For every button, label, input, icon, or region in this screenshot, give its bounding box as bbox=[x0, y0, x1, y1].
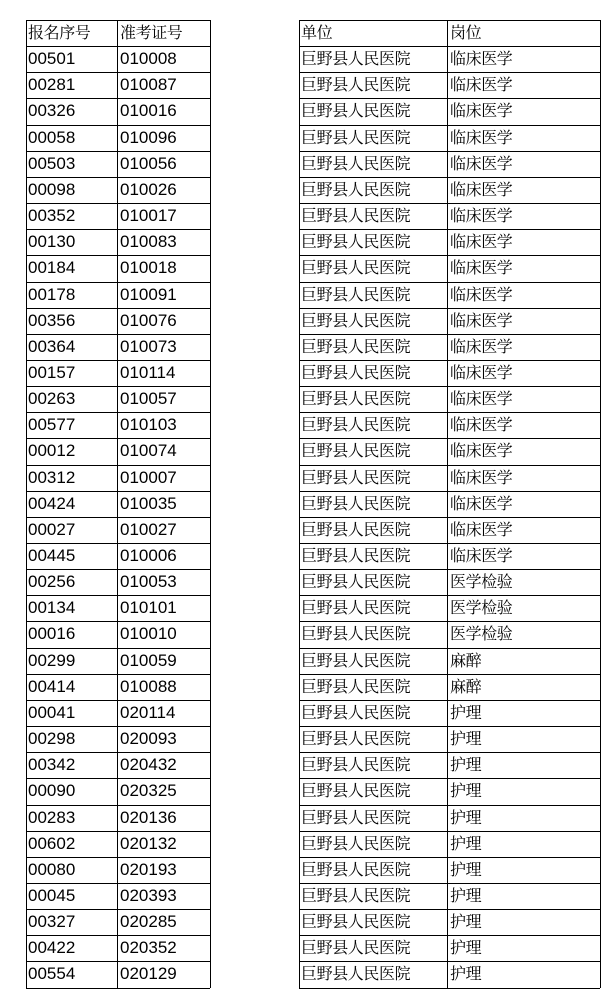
row-border bbox=[299, 125, 600, 126]
reg-no-cell: 00045 bbox=[28, 885, 76, 905]
row-border bbox=[299, 857, 600, 858]
position-cell: 护理 bbox=[450, 964, 482, 984]
ticket-no-cell: 010017 bbox=[120, 206, 177, 225]
ticket-no-cell: 020432 bbox=[120, 755, 177, 775]
unit-cell: 巨野县人民医院 bbox=[301, 964, 411, 984]
row-border bbox=[299, 674, 600, 675]
unit-cell: 巨野县人民医院 bbox=[301, 650, 411, 670]
row-border bbox=[299, 569, 600, 570]
position-cell: 临床医学 bbox=[450, 415, 513, 435]
table-row bbox=[0, 360, 616, 386]
unit-cell: 巨野县人民医院 bbox=[301, 206, 411, 225]
ticket-no-cell: 010091 bbox=[120, 284, 177, 304]
reg-no-cell: 00503 bbox=[28, 153, 76, 173]
row-border bbox=[299, 831, 600, 832]
ticket-no-cell: 010007 bbox=[120, 467, 177, 487]
table-row bbox=[0, 438, 616, 464]
unit-cell: 巨野县人民医院 bbox=[301, 859, 411, 879]
header-ticket-no: 准考证号 bbox=[120, 23, 183, 42]
position-cell: 临床医学 bbox=[450, 232, 513, 252]
position-cell: 临床医学 bbox=[450, 546, 513, 565]
row-border bbox=[299, 778, 600, 779]
table-row bbox=[0, 569, 616, 595]
row-border bbox=[26, 386, 210, 387]
ticket-no-cell: 020132 bbox=[120, 833, 177, 853]
row-border bbox=[26, 569, 210, 570]
position-cell: 临床医学 bbox=[450, 467, 513, 487]
row-border bbox=[299, 621, 600, 622]
reg-no-cell: 00098 bbox=[28, 179, 76, 199]
position-cell: 麻醉 bbox=[450, 676, 482, 696]
table-row bbox=[0, 700, 616, 726]
row-border bbox=[26, 125, 210, 126]
ticket-no-cell: 010016 bbox=[120, 101, 177, 121]
row-border bbox=[299, 909, 600, 910]
table-row bbox=[0, 961, 616, 987]
row-border bbox=[299, 20, 600, 21]
row-border bbox=[26, 621, 210, 622]
ticket-no-cell: 010027 bbox=[120, 519, 177, 539]
position-cell: 护理 bbox=[450, 729, 482, 748]
ticket-no-cell: 010076 bbox=[120, 310, 177, 330]
row-border bbox=[26, 805, 210, 806]
reg-no-cell: 00027 bbox=[28, 519, 76, 539]
table-row bbox=[0, 805, 616, 831]
position-cell: 临床医学 bbox=[450, 49, 513, 69]
row-border bbox=[299, 648, 600, 649]
unit-cell: 巨野县人民医院 bbox=[301, 702, 411, 722]
row-border bbox=[26, 909, 210, 910]
table-row bbox=[0, 412, 616, 438]
ticket-no-cell: 010010 bbox=[120, 624, 177, 644]
position-cell: 临床医学 bbox=[450, 441, 513, 461]
row-border bbox=[26, 151, 210, 152]
unit-cell: 巨野县人民医院 bbox=[301, 624, 411, 644]
column-border bbox=[299, 20, 300, 988]
ticket-no-cell: 010083 bbox=[120, 232, 177, 252]
position-cell: 护理 bbox=[450, 912, 482, 932]
table-row bbox=[0, 72, 616, 98]
unit-cell: 巨野县人民医院 bbox=[301, 284, 411, 304]
position-cell: 临床医学 bbox=[450, 206, 513, 225]
reg-no-cell: 00178 bbox=[28, 284, 76, 304]
position-cell: 临床医学 bbox=[450, 75, 513, 95]
reg-no-cell: 00157 bbox=[28, 362, 76, 382]
unit-cell: 巨野县人民医院 bbox=[301, 49, 411, 69]
row-border bbox=[299, 308, 600, 309]
row-border bbox=[26, 334, 210, 335]
table-row bbox=[0, 465, 616, 491]
row-border bbox=[26, 46, 210, 47]
position-cell: 护理 bbox=[450, 833, 482, 853]
unit-cell: 巨野县人民医院 bbox=[301, 807, 411, 827]
row-border bbox=[26, 360, 210, 361]
row-border bbox=[26, 543, 210, 544]
row-border bbox=[299, 752, 600, 753]
reg-no-cell: 00445 bbox=[28, 546, 76, 565]
row-border bbox=[26, 72, 210, 73]
row-border bbox=[26, 648, 210, 649]
ticket-no-cell: 010008 bbox=[120, 49, 177, 69]
position-cell: 临床医学 bbox=[450, 336, 513, 356]
position-cell: 临床医学 bbox=[450, 284, 513, 304]
row-border bbox=[299, 517, 600, 518]
table-row bbox=[0, 595, 616, 621]
row-border bbox=[26, 883, 210, 884]
table-row bbox=[0, 674, 616, 700]
position-cell: 临床医学 bbox=[450, 127, 513, 147]
row-border bbox=[26, 988, 210, 989]
reg-no-cell: 00090 bbox=[28, 781, 76, 801]
ticket-no-cell: 010035 bbox=[120, 493, 177, 513]
row-border bbox=[299, 961, 600, 962]
row-border bbox=[299, 151, 600, 152]
table-row bbox=[0, 98, 616, 124]
column-border bbox=[600, 20, 601, 988]
ticket-no-cell: 010087 bbox=[120, 75, 177, 95]
row-border bbox=[299, 386, 600, 387]
table-row bbox=[0, 334, 616, 360]
reg-no-cell: 00356 bbox=[28, 310, 76, 330]
ticket-no-cell: 010057 bbox=[120, 389, 177, 409]
row-border bbox=[299, 726, 600, 727]
row-border bbox=[299, 412, 600, 413]
unit-cell: 巨野县人民医院 bbox=[301, 781, 411, 801]
ticket-no-cell: 010056 bbox=[120, 153, 177, 173]
unit-cell: 巨野县人民医院 bbox=[301, 101, 411, 121]
row-border bbox=[299, 229, 600, 230]
table-row bbox=[0, 857, 616, 883]
row-border bbox=[299, 805, 600, 806]
row-border bbox=[26, 595, 210, 596]
reg-no-cell: 00326 bbox=[28, 101, 76, 121]
ticket-no-cell: 020193 bbox=[120, 859, 177, 879]
table-row bbox=[0, 46, 616, 72]
reg-no-cell: 00263 bbox=[28, 389, 76, 409]
reg-no-cell: 00016 bbox=[28, 624, 76, 644]
unit-cell: 巨野县人民医院 bbox=[301, 833, 411, 853]
position-cell: 麻醉 bbox=[450, 650, 482, 670]
table-row bbox=[0, 125, 616, 151]
ticket-no-cell: 010101 bbox=[120, 598, 177, 618]
table-row bbox=[0, 177, 616, 203]
table-row bbox=[0, 883, 616, 909]
reg-no-cell: 00298 bbox=[28, 729, 76, 748]
row-border bbox=[299, 935, 600, 936]
row-border bbox=[26, 412, 210, 413]
unit-cell: 巨野县人民医院 bbox=[301, 912, 411, 932]
ticket-no-cell: 010059 bbox=[120, 650, 177, 670]
table-row bbox=[0, 203, 616, 229]
table-row bbox=[0, 752, 616, 778]
reg-no-cell: 00422 bbox=[28, 938, 76, 958]
reg-no-cell: 00012 bbox=[28, 441, 76, 461]
row-border bbox=[299, 177, 600, 178]
unit-cell: 巨野县人民医院 bbox=[301, 127, 411, 147]
row-border bbox=[26, 831, 210, 832]
position-cell: 临床医学 bbox=[450, 179, 513, 199]
ticket-no-cell: 010103 bbox=[120, 415, 177, 435]
unit-cell: 巨野县人民医院 bbox=[301, 362, 411, 382]
header-unit: 单位 bbox=[301, 23, 333, 42]
reg-no-cell: 00342 bbox=[28, 755, 76, 775]
row-border bbox=[299, 98, 600, 99]
ticket-no-cell: 010006 bbox=[120, 546, 177, 565]
row-border bbox=[26, 438, 210, 439]
unit-cell: 巨野县人民医院 bbox=[301, 519, 411, 539]
row-border bbox=[26, 857, 210, 858]
row-border bbox=[299, 438, 600, 439]
position-cell: 医学检验 bbox=[450, 572, 513, 592]
ticket-no-cell: 020136 bbox=[120, 807, 177, 827]
position-cell: 医学检验 bbox=[450, 598, 513, 618]
row-border bbox=[299, 282, 600, 283]
row-border bbox=[299, 334, 600, 335]
row-border bbox=[299, 72, 600, 73]
row-border bbox=[299, 988, 600, 989]
reg-no-cell: 00130 bbox=[28, 232, 76, 252]
ticket-no-cell: 010114 bbox=[120, 362, 176, 382]
unit-cell: 巨野县人民医院 bbox=[301, 389, 411, 409]
position-cell: 临床医学 bbox=[450, 362, 513, 382]
reg-no-cell: 00256 bbox=[28, 572, 76, 592]
row-border bbox=[299, 883, 600, 884]
position-cell: 护理 bbox=[450, 807, 482, 827]
reg-no-cell: 00554 bbox=[28, 964, 76, 984]
unit-cell: 巨野县人民医院 bbox=[301, 232, 411, 252]
position-cell: 临床医学 bbox=[450, 310, 513, 330]
position-cell: 护理 bbox=[450, 702, 482, 722]
header-reg-no: 报名序号 bbox=[28, 23, 91, 42]
unit-cell: 巨野县人民医院 bbox=[301, 493, 411, 513]
reg-no-cell: 00602 bbox=[28, 833, 76, 853]
unit-cell: 巨野县人民医院 bbox=[301, 885, 411, 905]
row-border bbox=[26, 229, 210, 230]
header-position: 岗位 bbox=[450, 23, 482, 42]
row-border bbox=[299, 360, 600, 361]
reg-no-cell: 00327 bbox=[28, 912, 76, 932]
row-border bbox=[26, 752, 210, 753]
column-border bbox=[447, 20, 448, 988]
reg-no-cell: 00041 bbox=[28, 702, 76, 722]
unit-cell: 巨野县人民医院 bbox=[301, 755, 411, 775]
reg-no-cell: 00501 bbox=[28, 49, 76, 69]
position-cell: 护理 bbox=[450, 859, 482, 879]
reg-no-cell: 00364 bbox=[28, 336, 76, 356]
ticket-no-cell: 020093 bbox=[120, 729, 177, 748]
reg-no-cell: 00577 bbox=[28, 415, 76, 435]
table-row bbox=[0, 517, 616, 543]
table-row bbox=[0, 282, 616, 308]
reg-no-cell: 00299 bbox=[28, 650, 76, 670]
position-cell: 临床医学 bbox=[450, 519, 513, 539]
table-row bbox=[0, 491, 616, 517]
table-row bbox=[0, 621, 616, 647]
reg-no-cell: 00424 bbox=[28, 493, 76, 513]
position-cell: 医学检验 bbox=[450, 624, 513, 644]
table-row bbox=[0, 543, 616, 569]
row-border bbox=[26, 465, 210, 466]
unit-cell: 巨野县人民医院 bbox=[301, 310, 411, 330]
reg-no-cell: 00058 bbox=[28, 127, 76, 147]
column-border bbox=[117, 20, 118, 988]
reg-no-cell: 00134 bbox=[28, 598, 76, 618]
ticket-no-cell: 020285 bbox=[120, 912, 177, 932]
ticket-no-cell: 010096 bbox=[120, 127, 177, 147]
table-row bbox=[0, 255, 616, 281]
unit-cell: 巨野县人民医院 bbox=[301, 572, 411, 592]
position-cell: 护理 bbox=[450, 885, 482, 905]
table-row bbox=[0, 935, 616, 961]
row-border bbox=[26, 282, 210, 283]
unit-cell: 巨野县人民医院 bbox=[301, 676, 411, 696]
row-border bbox=[26, 177, 210, 178]
row-border bbox=[26, 935, 210, 936]
position-cell: 临床医学 bbox=[450, 153, 513, 173]
unit-cell: 巨野县人民医院 bbox=[301, 598, 411, 618]
row-border bbox=[26, 491, 210, 492]
unit-cell: 巨野县人民医院 bbox=[301, 441, 411, 461]
table-row bbox=[0, 778, 616, 804]
column-border bbox=[26, 20, 27, 988]
row-border bbox=[26, 726, 210, 727]
unit-cell: 巨野县人民医院 bbox=[301, 336, 411, 356]
ticket-no-cell: 020393 bbox=[120, 885, 177, 905]
row-border bbox=[299, 203, 600, 204]
row-border bbox=[299, 543, 600, 544]
row-border bbox=[26, 961, 210, 962]
row-border bbox=[299, 46, 600, 47]
row-border bbox=[26, 778, 210, 779]
ticket-no-cell: 010088 bbox=[120, 676, 177, 696]
position-cell: 护理 bbox=[450, 781, 482, 801]
row-border bbox=[26, 308, 210, 309]
row-border bbox=[26, 203, 210, 204]
table-row bbox=[0, 229, 616, 255]
row-border bbox=[26, 674, 210, 675]
row-border bbox=[26, 517, 210, 518]
reg-no-cell: 00312 bbox=[28, 467, 76, 487]
ticket-no-cell: 020352 bbox=[120, 938, 177, 958]
table-row bbox=[0, 308, 616, 334]
unit-cell: 巨野县人民医院 bbox=[301, 546, 411, 565]
position-cell: 临床医学 bbox=[450, 493, 513, 513]
unit-cell: 巨野县人民医院 bbox=[301, 75, 411, 95]
reg-no-cell: 00352 bbox=[28, 206, 76, 225]
row-border bbox=[299, 255, 600, 256]
table-row bbox=[0, 151, 616, 177]
row-border bbox=[26, 700, 210, 701]
position-cell: 临床医学 bbox=[450, 389, 513, 409]
row-border bbox=[299, 491, 600, 492]
header-row bbox=[0, 20, 616, 46]
unit-cell: 巨野县人民医院 bbox=[301, 153, 411, 173]
unit-cell: 巨野县人民医院 bbox=[301, 415, 411, 435]
ticket-no-cell: 010074 bbox=[120, 441, 177, 461]
row-border bbox=[26, 98, 210, 99]
ticket-no-cell: 020129 bbox=[120, 964, 177, 984]
reg-no-cell: 00184 bbox=[28, 258, 76, 278]
unit-cell: 巨野县人民医院 bbox=[301, 179, 411, 199]
row-border bbox=[26, 255, 210, 256]
reg-no-cell: 00283 bbox=[28, 807, 76, 827]
ticket-no-cell: 010018 bbox=[120, 258, 177, 278]
ticket-no-cell: 020114 bbox=[120, 702, 176, 722]
table-row bbox=[0, 648, 616, 674]
unit-cell: 巨野县人民医院 bbox=[301, 258, 411, 278]
reg-no-cell: 00080 bbox=[28, 859, 76, 879]
position-cell: 临床医学 bbox=[450, 258, 513, 278]
row-border bbox=[299, 595, 600, 596]
position-cell: 护理 bbox=[450, 938, 482, 958]
table-row bbox=[0, 831, 616, 857]
table-row bbox=[0, 726, 616, 752]
ticket-no-cell: 020325 bbox=[120, 781, 177, 801]
ticket-no-cell: 010026 bbox=[120, 179, 177, 199]
row-border bbox=[299, 700, 600, 701]
position-cell: 护理 bbox=[450, 755, 482, 775]
unit-cell: 巨野县人民医院 bbox=[301, 938, 411, 958]
table-row bbox=[0, 386, 616, 412]
column-border bbox=[210, 20, 211, 988]
table-row bbox=[0, 909, 616, 935]
unit-cell: 巨野县人民医院 bbox=[301, 467, 411, 487]
unit-cell: 巨野县人民医院 bbox=[301, 729, 411, 748]
reg-no-cell: 00414 bbox=[28, 676, 76, 696]
position-cell: 临床医学 bbox=[450, 101, 513, 121]
ticket-no-cell: 010073 bbox=[120, 336, 177, 356]
row-border bbox=[26, 20, 210, 21]
row-border bbox=[299, 465, 600, 466]
reg-no-cell: 00281 bbox=[28, 75, 76, 95]
ticket-no-cell: 010053 bbox=[120, 572, 177, 592]
